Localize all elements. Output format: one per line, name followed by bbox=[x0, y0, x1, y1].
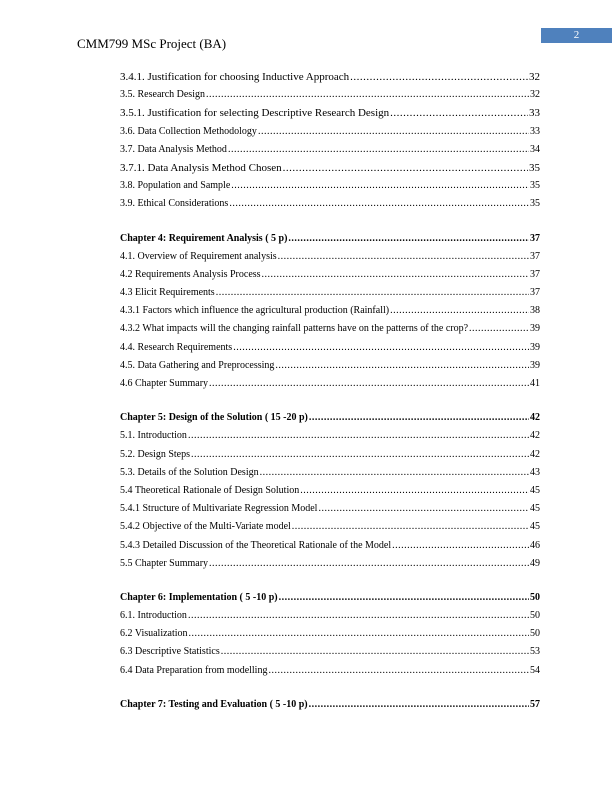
toc-entry-label: 5.5 Chapter Summary bbox=[120, 557, 209, 569]
toc-entry[interactable] bbox=[120, 449, 540, 467]
table-of-contents bbox=[120, 71, 540, 717]
toc-entry[interactable] bbox=[120, 628, 540, 646]
toc-dot-leader bbox=[260, 467, 529, 478]
toc-entry-page: 41 bbox=[530, 378, 540, 389]
toc-entry-label: 3.5.1. Justification for selecting Descriptive Research Design bbox=[120, 107, 390, 120]
toc-entry[interactable] bbox=[120, 107, 540, 125]
toc-entry-label: 6.2 Visualization bbox=[120, 628, 188, 640]
toc-entry-page: 39 bbox=[530, 359, 540, 371]
toc-chapter-entry[interactable] bbox=[120, 592, 540, 610]
toc-entry[interactable] bbox=[120, 558, 540, 576]
toc-entry-label: 5.4 Theoretical Rationale of Design Solution bbox=[120, 484, 300, 496]
toc-entry-page: 39 bbox=[530, 323, 540, 335]
running-header-title: CMM799 MSc Project (BA) bbox=[77, 36, 227, 51]
toc-dot-leader bbox=[288, 233, 529, 244]
toc-entry[interactable] bbox=[120, 323, 540, 341]
toc-entry[interactable] bbox=[120, 521, 540, 539]
toc-entry-page: 45 bbox=[530, 484, 540, 496]
toc-entry[interactable] bbox=[120, 162, 540, 180]
toc-dot-leader bbox=[233, 342, 529, 353]
toc-entry-label: 4.2 Requirements Analysis Process bbox=[120, 268, 261, 280]
toc-entry[interactable] bbox=[120, 610, 540, 628]
toc-entry[interactable] bbox=[120, 269, 540, 287]
toc-entry-page: 43 bbox=[530, 466, 540, 478]
toc-entry-label: 5.3. Details of the Solution Design bbox=[120, 466, 259, 478]
toc-chapter-entry[interactable] bbox=[120, 699, 540, 717]
toc-entry[interactable] bbox=[120, 503, 540, 521]
toc-entry-page: 32 bbox=[529, 71, 540, 83]
toc-entry-page: 37 bbox=[530, 232, 540, 244]
toc-dot-leader bbox=[279, 592, 529, 603]
toc-entry[interactable] bbox=[120, 540, 540, 558]
toc-entry-page: 42 bbox=[530, 430, 540, 442]
toc-entry-page: 45 bbox=[530, 503, 540, 515]
toc-entry-page: 50 bbox=[530, 610, 540, 622]
toc-entry[interactable] bbox=[120, 305, 540, 323]
toc-entry-label: 5.1. Introduction bbox=[120, 430, 187, 442]
toc-dot-leader bbox=[283, 162, 528, 174]
toc-entry[interactable] bbox=[120, 198, 540, 216]
toc-entry-label: Chapter 7: Testing and Evaluation ( 5 -10 p) bbox=[120, 698, 308, 710]
section-gap bbox=[120, 396, 540, 412]
toc-dot-leader bbox=[469, 323, 529, 334]
section-gap bbox=[120, 683, 540, 699]
toc-chapter-entry[interactable] bbox=[120, 412, 540, 430]
toc-entry-page: 32 bbox=[530, 89, 540, 101]
toc-entry-label: 4.4. Research Requirements bbox=[120, 341, 233, 353]
toc-dot-leader bbox=[292, 521, 529, 532]
toc-entry-page: 42 bbox=[530, 412, 540, 424]
toc-entry[interactable] bbox=[120, 71, 540, 89]
toc-entry-page: 35 bbox=[530, 198, 540, 210]
toc-entry-page: 50 bbox=[530, 628, 540, 640]
toc-entry-label: 4.3 Elicit Requirements bbox=[120, 287, 215, 299]
toc-dot-leader bbox=[228, 144, 529, 155]
toc-entry[interactable] bbox=[120, 251, 540, 269]
toc-entry-page: 38 bbox=[530, 305, 540, 317]
toc-dot-leader bbox=[309, 412, 529, 423]
toc-entry-page: 49 bbox=[530, 557, 540, 569]
toc-entry-page: 54 bbox=[530, 664, 540, 676]
toc-entry-label: Chapter 6: Implementation ( 5 -10 p) bbox=[120, 591, 278, 603]
toc-dot-leader bbox=[229, 198, 529, 209]
toc-dot-leader bbox=[300, 485, 529, 496]
toc-dot-leader bbox=[318, 503, 529, 514]
toc-dot-leader bbox=[209, 558, 529, 569]
toc-entry-page: 42 bbox=[530, 448, 540, 460]
toc-dot-leader bbox=[278, 251, 529, 262]
toc-entry-page: 33 bbox=[529, 107, 540, 120]
toc-entry-label: 6.3 Descriptive Statistics bbox=[120, 646, 220, 658]
toc-dot-leader bbox=[275, 360, 529, 371]
toc-entry-label: 5.4.3 Detailed Discussion of the Theoretical Rationale of the Model bbox=[120, 539, 392, 551]
toc-entry-page: 37 bbox=[530, 268, 540, 280]
section-gap bbox=[120, 576, 540, 592]
page-number-badge: 2 bbox=[541, 28, 612, 43]
toc-entry-page: 37 bbox=[530, 250, 540, 262]
toc-dot-leader bbox=[390, 107, 528, 119]
toc-dot-leader bbox=[188, 430, 529, 441]
toc-entry-page: 39 bbox=[530, 341, 540, 353]
toc-dot-leader bbox=[221, 646, 529, 657]
toc-entry-label: 5.2. Design Steps bbox=[120, 448, 190, 460]
toc-entry-page: 57 bbox=[530, 698, 540, 710]
toc-dot-leader bbox=[392, 540, 529, 551]
toc-entry-page: 35 bbox=[529, 161, 540, 174]
toc-entry[interactable] bbox=[120, 467, 540, 485]
toc-chapter-entry[interactable] bbox=[120, 233, 540, 251]
toc-entry-page: 35 bbox=[530, 180, 540, 192]
toc-entry[interactable] bbox=[120, 342, 540, 360]
toc-entry-label: 3.9. Ethical Considerations bbox=[120, 198, 229, 210]
toc-entry-label: Chapter 4: Requirement Analysis ( 5 p) bbox=[120, 232, 288, 244]
toc-entry[interactable] bbox=[120, 430, 540, 448]
toc-entry[interactable] bbox=[120, 485, 540, 503]
toc-entry-label: 3.8. Population and Sample bbox=[120, 180, 231, 192]
toc-entry[interactable] bbox=[120, 665, 540, 683]
toc-entry-label: 6.1. Introduction bbox=[120, 610, 187, 622]
toc-entry-label: 3.6. Data Collection Methodology bbox=[120, 125, 257, 137]
toc-entry-label: 4.6 Chapter Summary bbox=[120, 378, 209, 389]
toc-entry-page: 53 bbox=[530, 646, 540, 658]
toc-entry-page: 46 bbox=[530, 539, 540, 551]
toc-entry-page: 33 bbox=[530, 125, 540, 137]
toc-entry[interactable] bbox=[120, 89, 540, 107]
toc-entry-page: 37 bbox=[530, 287, 540, 299]
toc-entry[interactable] bbox=[120, 378, 540, 396]
toc-entry[interactable] bbox=[120, 126, 540, 144]
toc-dot-leader bbox=[258, 126, 529, 137]
toc-entry-label: 3.4.1. Justification for choosing Inductive Approach bbox=[120, 71, 350, 83]
toc-entry-label: 4.5. Data Gathering and Preprocessing bbox=[120, 359, 275, 371]
toc-entry-label: 3.5. Research Design bbox=[120, 89, 205, 101]
toc-entry-label: 6.4 Data Preparation from modelling bbox=[120, 664, 268, 676]
toc-entry[interactable] bbox=[120, 180, 540, 198]
toc-dot-leader bbox=[262, 269, 529, 280]
toc-entry-page: 50 bbox=[530, 591, 540, 603]
toc-entry[interactable] bbox=[120, 144, 540, 162]
toc-entry[interactable] bbox=[120, 360, 540, 378]
toc-dot-leader bbox=[350, 71, 528, 83]
toc-dot-leader bbox=[188, 610, 529, 621]
toc-entry[interactable] bbox=[120, 646, 540, 664]
toc-entry-label: 3.7. Data Analysis Method bbox=[120, 143, 227, 155]
toc-entry-label: 5.4.2 Objective of the Multi-Variate model bbox=[120, 521, 291, 533]
toc-dot-leader bbox=[309, 699, 529, 710]
toc-entry-label: 5.4.1 Structure of Multivariate Regression Model bbox=[120, 503, 318, 515]
toc-entry-label: 4.1. Overview of Requirement analysis bbox=[120, 250, 277, 262]
toc-entry-page: 34 bbox=[530, 143, 540, 155]
toc-dot-leader bbox=[216, 287, 529, 298]
toc-entry[interactable] bbox=[120, 287, 540, 305]
toc-dot-leader bbox=[206, 89, 529, 100]
toc-entry-label: 4.3.2 What impacts will the changing rainfall patterns have on the patterns of the crop? bbox=[120, 323, 469, 335]
toc-dot-leader bbox=[390, 305, 529, 316]
section-gap bbox=[120, 217, 540, 233]
toc-entry-page: 45 bbox=[530, 521, 540, 533]
toc-dot-leader bbox=[189, 628, 529, 639]
toc-dot-leader bbox=[191, 449, 529, 460]
toc-dot-leader bbox=[231, 180, 529, 191]
toc-entry-label: 4.3.1 Factors which influence the agricultural production (Rainfall) bbox=[120, 305, 390, 317]
toc-entry-label: Chapter 5: Design of the Solution ( 15 -20 p) bbox=[120, 412, 308, 424]
toc-entry-label: 3.7.1. Data Analysis Method Chosen bbox=[120, 161, 282, 174]
toc-dot-leader bbox=[268, 665, 529, 676]
toc-dot-leader bbox=[209, 378, 529, 389]
